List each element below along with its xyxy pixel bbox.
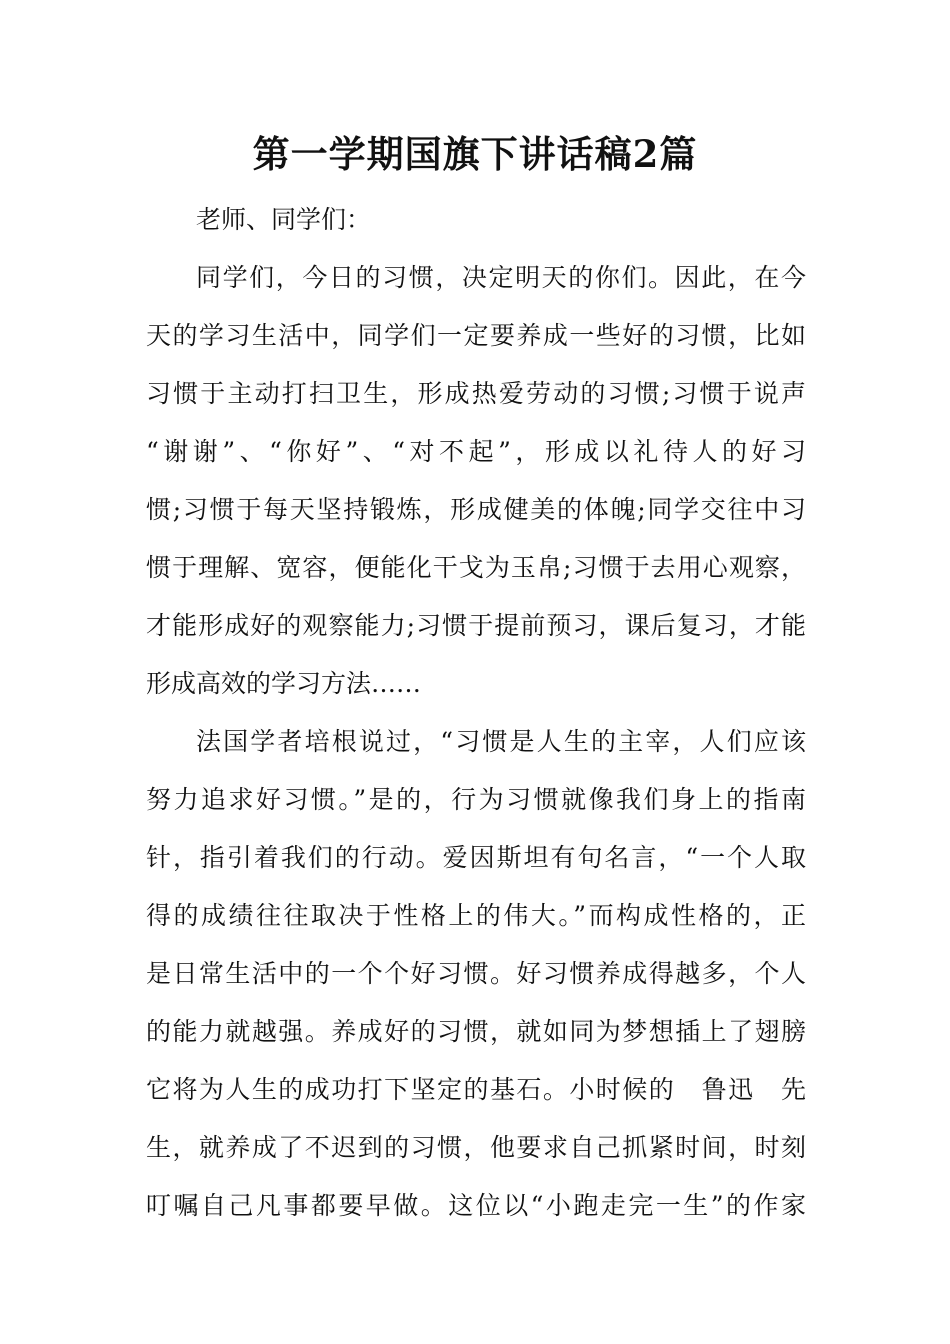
text-line: 天的学习生活中，同学们一定要养成一些好的习惯，比如 <box>146 321 806 350</box>
document-title: 第一学期国旗下讲话稿2篇 <box>252 132 698 176</box>
text-line: 针，指引着我们的行动。爱因斯坦有句名言，“一个人取 <box>146 843 806 872</box>
text-line: 法国学者培根说过，“习惯是人生的主宰，人们应该 <box>196 727 806 756</box>
text-line: 习惯于主动打扫卫生，形成热爱劳动的习惯;习惯于说声 <box>146 379 806 408</box>
text-line: 生，就养成了不迟到的习惯，他要求自己抓紧时间，时刻 <box>146 1133 806 1162</box>
text-line: 惯于理解、宽容，便能化干戈为玉帛;习惯于去用心观察， <box>146 553 806 582</box>
text-line: 叮嘱自己凡事都要早做。这位以“小跑走完一生”的作家 <box>146 1191 806 1220</box>
text-line: 努力追求好习惯。”是的，行为习惯就像我们身上的指南 <box>146 785 806 814</box>
text-line: 的能力就越强。养成好的习惯，就如同为梦想插上了翅膀 <box>146 1017 806 1046</box>
text-line: “谢谢”、“你好”、“对不起”，形成以礼待人的好习 <box>146 437 806 466</box>
text-line: 同学们，今日的习惯，决定明天的你们。因此，在今 <box>196 263 806 292</box>
text-line: 惯;习惯于每天坚持锻炼，形成健美的体魄;同学交往中习 <box>146 495 806 524</box>
text-line: 得的成绩往往取决于性格上的伟大。”而构成性格的，正 <box>146 901 806 930</box>
text-line: 它将为人生的成功打下坚定的基石。小时候的 鲁迅 先 <box>146 1075 806 1104</box>
text-line: 是日常生活中的一个个好习惯。好习惯养成得越多，个人 <box>146 959 806 988</box>
text-line: 老师、同学们： <box>196 205 372 234</box>
text-line: 形成高效的学习方法…… <box>146 669 422 698</box>
document-body <box>146 191 806 1235</box>
text-line: 才能形成好的观察能力;习惯于提前预习，课后复习，才能 <box>146 611 806 640</box>
